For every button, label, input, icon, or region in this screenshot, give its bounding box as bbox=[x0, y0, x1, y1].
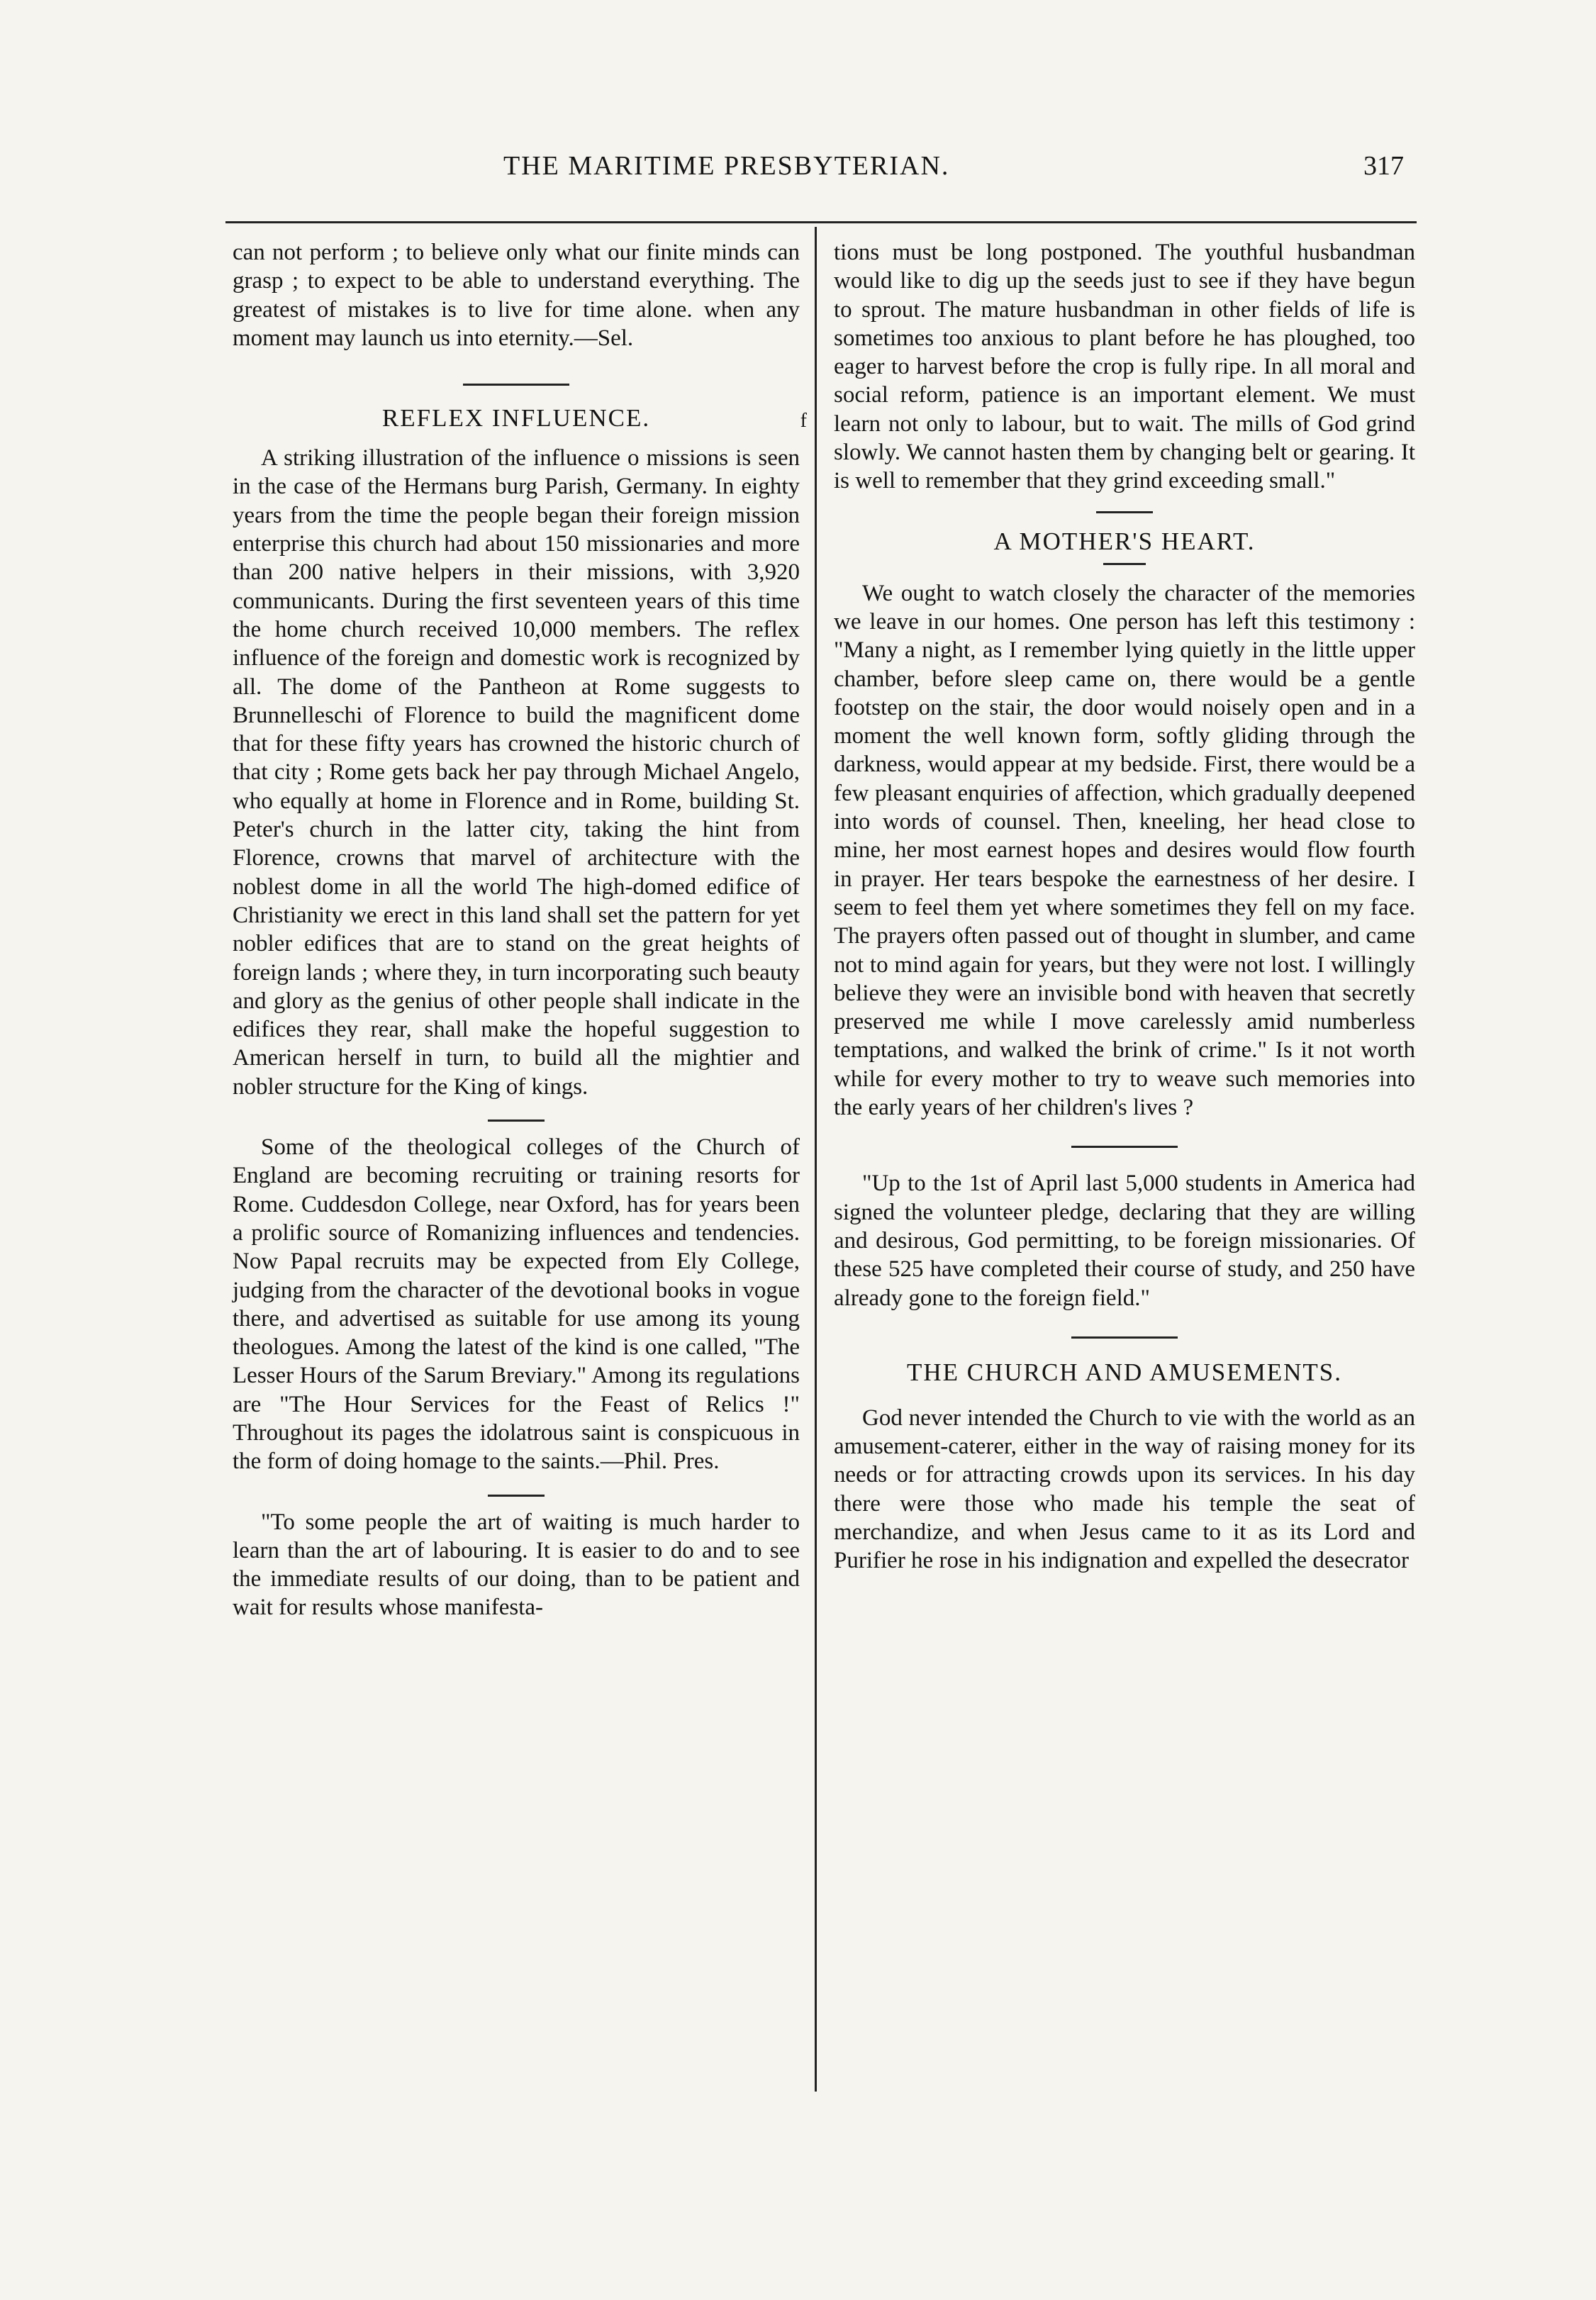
mothers-heart-body: We ought to watch closely the character of the memories we leave in our homes. One person has left this testimony : "Many a night, as I remember lying quietly in the little upper chamber, before sleep came on, there would be a gentle footstep on the stair, the door would noisely open and in a moment the well known form, softly gliding through the darkness, would appear at my bedside. First, there would be a few pleasant enquiries of affection, which gradually deepened into words of counsel. Then, kneeling, her head close to mine, her most earnest hopes and desires would flow fourth in prayer. Her tears bespoke the earnestness of her desire. I seem to feel them yet where sometimes they fell on my face. The prayers often passed out of thought in slumber, and came not to mind again for years, but they were not lost. I willingly believe they were an invisible bond with heaven that secretly preserved me while I move carelessly amid numberless temptations, and walked the brink of crime." Is it not worth while for every mother to try to weave such memories into the early years of her children's lives ? bbox=[834, 580, 1415, 1121]
left-column bbox=[233, 238, 807, 1622]
page-number: 317 bbox=[1363, 151, 1404, 181]
column-divider bbox=[815, 227, 817, 2092]
waiting-paragraph: "To some people the art of waiting is much harder to learn than the art of labouring. It is easier to do and to see the immediate results of our doing, than to be patient and wait for results whose manifesta- bbox=[233, 1509, 800, 1621]
printer-mark: f bbox=[800, 410, 807, 432]
church-amusements-body: God never intended the Church to vie with the world as an amusement-caterer, either in the way of raising money for its needs or for attracting crowds upon its services. In his day there were those who made his temple the seat of merchandize, and when Jesus came to it as its Lord and Purifier he rose in his indignation and expelled the desecrator bbox=[834, 1405, 1415, 1574]
mothers-heart-heading: A MOTHER'S HEART. bbox=[993, 527, 1256, 555]
theological-colleges-paragraph: Some of the theological colleges of the Church of England are becoming recruiting or training resorts for Rome. Cuddesdon College, near Oxford, has for years been a prolific source of Romanizing influences and tendencies. Now Papal recruits may be expected from Ely College, judging from the character of the devotional books in vogue there, and advertised as suitable for use among its young theologues. Among the latest of the kind is one called, "The Lesser Hours of the Sarum Breviary." Among its regulations are "The Hour Services for the Feast of Relics !" Throughout its pages the idolatrous saint is conspicuous in the form of doing homage to the saints.—Phil. Pres. bbox=[233, 1134, 800, 1475]
header-rule bbox=[225, 221, 1417, 223]
students-paragraph: "Up to the 1st of April last 5,000 students in America had signed the volunteer pledge, declaring that they are willing and desirous, God permitting, to be foreign missionaries. Of these 525 have completed their course of study, and 250 have already gone to the foreign field." bbox=[834, 1171, 1415, 1311]
intro-paragraph: can not perform ; to believe only what our finite minds can grasp ; to expect to be able to understand everything. The greatest of mistakes is to live for time alone. when any moment may launch us into eternity.—Sel. bbox=[233, 240, 800, 351]
reflex-influence-body: A striking illustration of the influence o missions is seen in the case of the Hermans burg Parish, Germany. In eighty years from the time the people began their foreign mission enterprise this church had about 150 missionaries and more than 200 native helpers in their missions, with 3,920 communicants. During the first seventeen years of this time the home church received 10,000 members. The reflex influence of the foreign and domestic work is recognized by all. The dome of the Pantheon at Rome suggests to Brunnelleschi of Florence to build the magnificent dome that for these fifty years has crowned the historic church of that city ; Rome gets back her pay through Michael Angelo, who equally at home in Florence and in Rome, building St. Peter's church in the latter city, taking the hint from Florence, crowns that marvel of architecture with the noblest dome in all the world The high-domed edifice of Christianity we erect in this land shall set the pattern for yet nobler edifices that are to stand on the great heights of foreign lands ; where they, in turn incorporating such beauty and glory as the genius of other people shall indicate in the edifices they rear, shall make the hopeful suggestion to American herself in turn, to build all the mightier and nobler structure for the King of kings. bbox=[233, 445, 800, 1100]
publication-title: THE MARITIME PRESBYTERIAN. bbox=[503, 151, 950, 181]
reflex-influence-heading: REFLEX INFLUENCE. bbox=[381, 404, 651, 432]
page-header bbox=[234, 150, 1404, 193]
church-amusements-heading: THE CHURCH AND AMUSEMENTS. bbox=[907, 1358, 1342, 1386]
right-column bbox=[834, 238, 1415, 1575]
waiting-continued-paragraph: tions must be long postponed. The youthful husbandman would like to dig up the seeds just to see if they have begun to sprout. The mature husbandman in other fields of life is sometimes too anxious to plant before he has ploughed, too eager to harvest before the crop is fully ripe. In all moral and social reform, patience is an important element. We must learn not only to labour, but to wait. The mills of God grind slowly. We cannot hasten them by changing belt or gearing. It is well to remember that they grind exceeding small." bbox=[834, 240, 1415, 494]
